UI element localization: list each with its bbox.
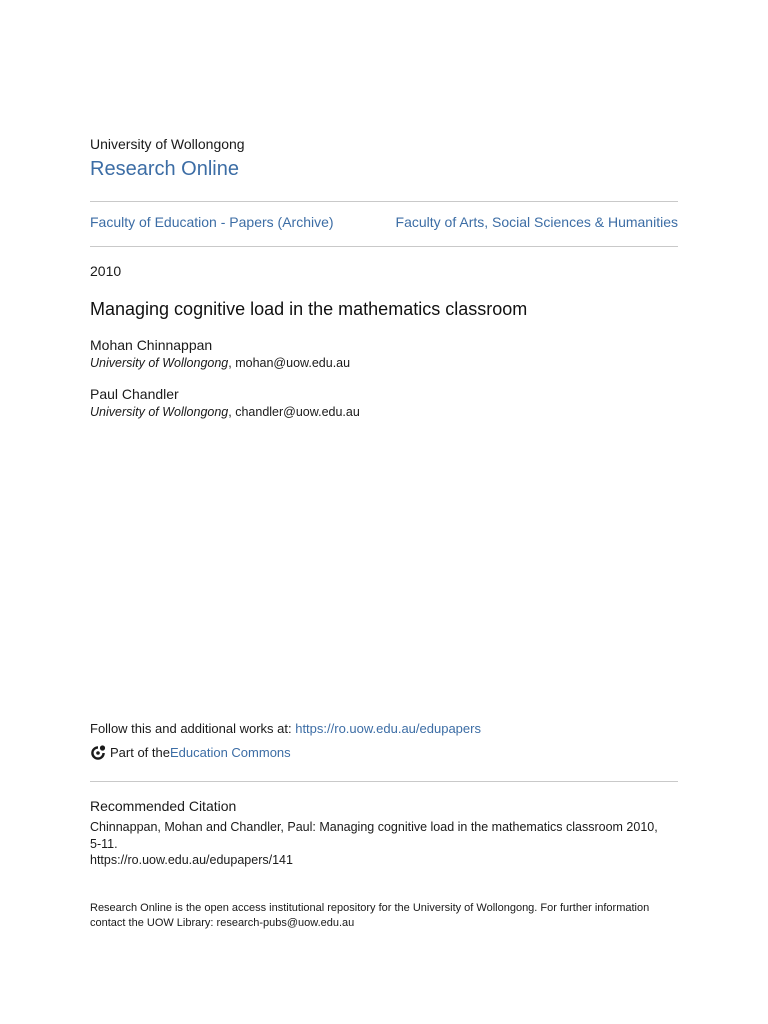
- cover-page: [90, 0, 678, 1024]
- collection-link-arts[interactable]: Faculty of Arts, Social Sciences & Humanities: [395, 214, 678, 230]
- divider: [90, 246, 678, 247]
- footer-text: [90, 901, 678, 931]
- institution-name: University of Wollongong: [90, 136, 245, 152]
- paper-title: Managing cognitive load in the mathematics classroom: [90, 299, 528, 319]
- affiliation-name: University of Wollongong: [90, 356, 229, 370]
- citation-line: 5-11.: [90, 836, 118, 851]
- divider: [90, 201, 678, 202]
- part-of-line: [90, 744, 291, 761]
- citation-url: https://ro.uow.edu.au/edupapers/141: [90, 853, 293, 867]
- citation-heading: Recommended Citation: [90, 798, 237, 814]
- author-email: , mohan@uow.edu.au: [228, 356, 351, 370]
- collection-url-link[interactable]: https://ro.uow.edu.au/edupapers: [295, 721, 481, 736]
- citation-line: Chinnappan, Mohan and Chandler, Paul: Managing cognitive load in the mathematics classroom 2010,: [90, 820, 658, 834]
- divider: [90, 781, 678, 782]
- affiliation-name: University of Wollongong: [90, 405, 229, 419]
- education-commons-link[interactable]: Education Commons: [169, 745, 291, 760]
- follow-line: [90, 721, 481, 736]
- commons-network-icon: [90, 744, 107, 761]
- citation-text: [90, 819, 678, 869]
- repository-link[interactable]: Research Online: [90, 158, 239, 180]
- publication-year: 2010: [90, 263, 122, 279]
- author-affiliation: [90, 356, 350, 370]
- footer-line: Research Online is the open access institutional repository for the University of Wollongong. For further information: [90, 902, 650, 914]
- author-email: , chandler@uow.edu.au: [228, 405, 360, 419]
- author-name: Paul Chandler: [90, 386, 179, 402]
- author-affiliation: [90, 405, 360, 419]
- collection-link-education[interactable]: Faculty of Education - Papers (Archive): [90, 214, 334, 230]
- footer-line: contact the UOW Library: research-pubs@uow.edu.au: [90, 917, 355, 929]
- part-of-prefix: Part of the: [110, 745, 170, 760]
- follow-prefix: Follow this and additional works at:: [90, 721, 296, 736]
- author-name: Mohan Chinnappan: [90, 337, 213, 353]
